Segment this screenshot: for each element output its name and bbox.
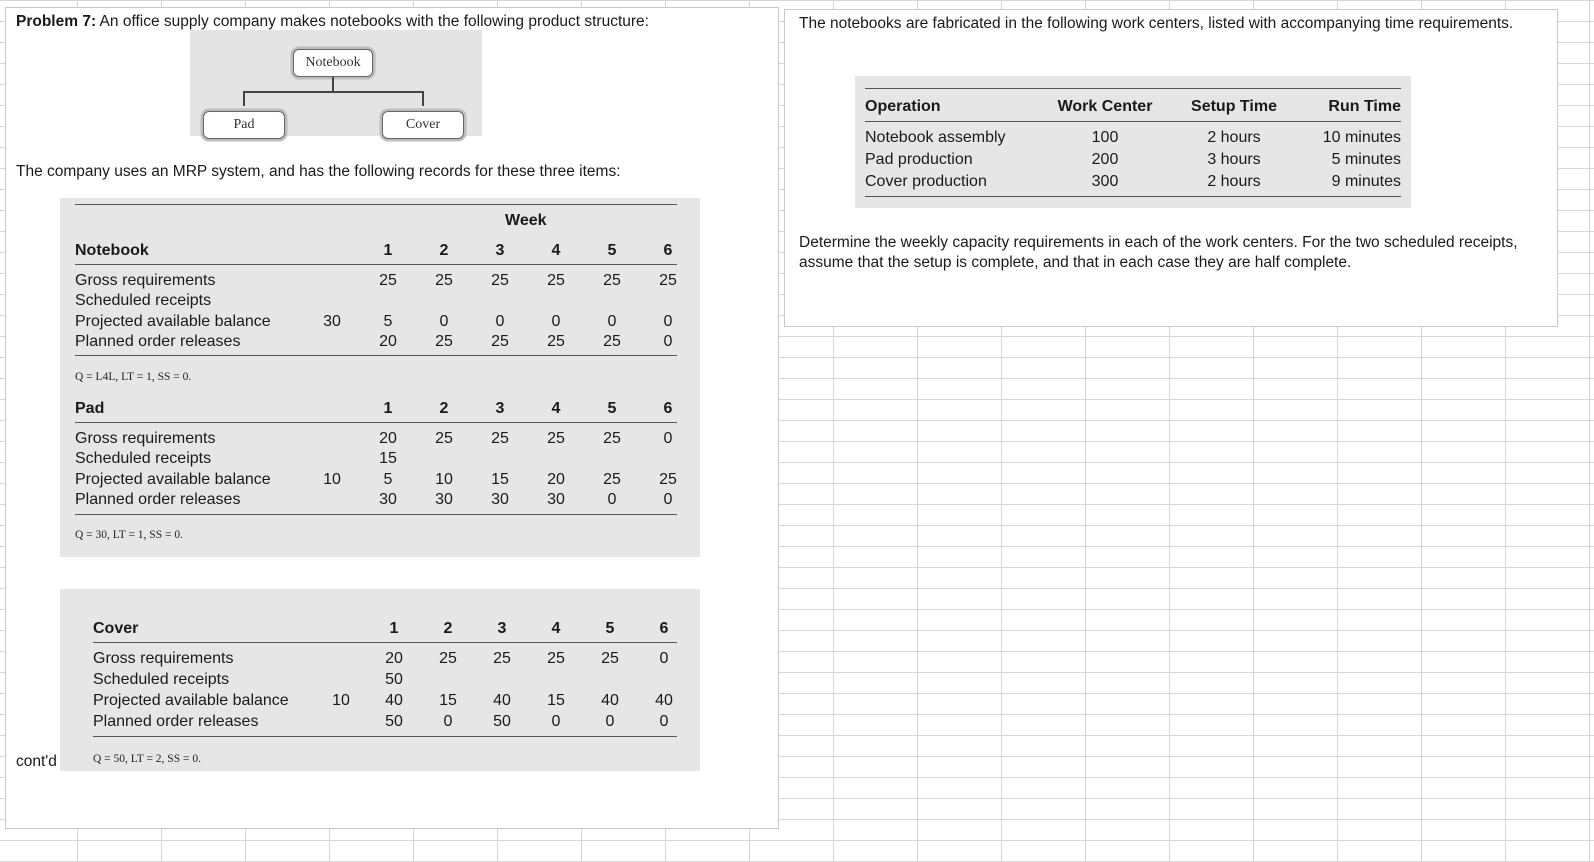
row-label-gross: Gross requirements (75, 272, 216, 289)
table-cell: 40 (385, 692, 403, 709)
col-header-work-center: Work Center (1057, 98, 1153, 115)
table-cell: 25 (547, 333, 565, 350)
tree-node-cover: Cover (382, 111, 464, 139)
table-rule (865, 196, 1401, 197)
week-header: Week (505, 212, 547, 229)
table-cell: 15 (439, 692, 457, 709)
week-number: 1 (383, 242, 393, 259)
table-cell: 25 (659, 272, 677, 289)
mrp-table-cover (60, 589, 700, 771)
table-rule (93, 736, 677, 737)
table-cell: 40 (655, 692, 673, 709)
row-label-por: Planned order releases (75, 491, 241, 508)
row-label-gross: Gross requirements (93, 650, 234, 667)
week-number: 2 (439, 242, 449, 259)
table-cell: 10 (435, 471, 453, 488)
col-header-run-time: Run Time (1328, 98, 1401, 115)
table-cell: 300 (1091, 173, 1119, 190)
table-cell: 40 (493, 692, 511, 709)
table-cell: Cover production (865, 173, 987, 190)
table-cell: 0 (659, 650, 669, 667)
tree-connector (243, 91, 245, 106)
week-number: 2 (439, 400, 449, 417)
table-cell: 0 (663, 430, 673, 447)
table-cell: 25 (491, 333, 509, 350)
col-header-operation: Operation (865, 98, 941, 115)
table-cell: 0 (605, 713, 615, 730)
table-cell: 25 (547, 272, 565, 289)
table-cell: 25 (435, 272, 453, 289)
problem-statement (16, 12, 649, 32)
table-cell: 0 (663, 333, 673, 350)
cover-params: Q = 50, LT = 2, SS = 0. (93, 753, 201, 765)
table-cell: 25 (491, 272, 509, 289)
table-cell: 25 (379, 272, 397, 289)
product-structure-diagram (190, 30, 482, 136)
table-cell: 0 (495, 313, 505, 330)
table-cell: 0 (607, 313, 617, 330)
row-label-scheduled: Scheduled receipts (93, 671, 230, 688)
mrp-intro: The company uses an MRP system, and has the following records for these three items: (16, 163, 621, 180)
table-cell: 5 (383, 313, 393, 330)
table-cell: 5 (383, 471, 393, 488)
table-cell: Notebook assembly (865, 129, 1006, 146)
row-label-pab: Projected available balance (93, 692, 289, 709)
table-cell: 25 (491, 430, 509, 447)
week-number: 3 (495, 242, 505, 259)
table-rule (75, 422, 677, 423)
table-cell: 25 (493, 650, 511, 667)
row-label-pab: Projected available balance (75, 471, 271, 488)
table-cell: 5 minutes (1331, 151, 1401, 168)
table-cell: 0 (551, 313, 561, 330)
week-number: 4 (551, 400, 561, 417)
table-rule (75, 514, 677, 515)
table-cell: 2 hours (1207, 173, 1261, 190)
week-number: 2 (443, 620, 453, 637)
table-cell: 25 (603, 471, 621, 488)
tree-node-pad: Pad (203, 111, 285, 139)
table-cell: 0 (607, 491, 617, 508)
tree-connector (332, 77, 334, 92)
table-cell: 25 (603, 272, 621, 289)
table-cell: 25 (659, 471, 677, 488)
table-cell: 20 (385, 650, 403, 667)
table-cell: 2 hours (1207, 129, 1261, 146)
week-number: 1 (383, 400, 393, 417)
table-cell: 0 (663, 313, 673, 330)
table-cell: 0 (551, 713, 561, 730)
table-cell: 25 (547, 430, 565, 447)
table-cell: 25 (603, 430, 621, 447)
week-number: 1 (389, 620, 399, 637)
row-label-scheduled: Scheduled receipts (75, 292, 212, 309)
problem-label: Problem 7: (16, 13, 97, 30)
week-number: 5 (607, 242, 617, 259)
table-cell: 15 (379, 450, 397, 467)
item-name-cover: Cover (93, 620, 139, 637)
tree-connector (422, 91, 424, 106)
table-rule (865, 121, 1401, 122)
tree-connector (243, 91, 423, 93)
table-cell: 15 (491, 471, 509, 488)
table-cell: 30 (547, 491, 565, 508)
table-cell: 20 (379, 333, 397, 350)
contd-label: cont'd (16, 753, 57, 770)
week-number: 3 (495, 400, 505, 417)
table-cell: 25 (435, 430, 453, 447)
row-label-por: Planned order releases (93, 713, 259, 730)
week-number: 5 (605, 620, 615, 637)
row-label-pab: Projected available balance (75, 313, 271, 330)
on-hand-value: 30 (323, 313, 341, 330)
table-cell: 0 (663, 491, 673, 508)
table-cell: 0 (659, 713, 669, 730)
week-number: 4 (551, 242, 561, 259)
item-name-notebook: Notebook (75, 242, 149, 259)
table-cell: 20 (547, 471, 565, 488)
table-cell: 100 (1091, 129, 1119, 146)
week-number: 4 (551, 620, 561, 637)
table-cell: 10 minutes (1322, 129, 1401, 146)
table-cell: 25 (601, 650, 619, 667)
week-number: 6 (663, 242, 673, 259)
table-cell: 15 (547, 692, 565, 709)
table-cell: 30 (379, 491, 397, 508)
tree-node-notebook: Notebook (293, 49, 373, 77)
on-hand-value: 10 (332, 692, 350, 709)
week-number: 5 (607, 400, 617, 417)
pad-params: Q = 30, LT = 1, SS = 0. (75, 529, 183, 541)
table-rule (75, 355, 677, 356)
table-cell: 25 (547, 650, 565, 667)
table-cell: 30 (435, 491, 453, 508)
work-center-intro: The notebooks are fabricated in the following work centers, listed with accompanying time requirements. (799, 15, 1514, 32)
table-rule (865, 88, 1401, 89)
row-label-por: Planned order releases (75, 333, 241, 350)
table-cell: 50 (385, 671, 403, 688)
mrp-table-notebook-pad (60, 198, 700, 557)
table-cell: 30 (491, 491, 509, 508)
week-number: 6 (663, 400, 673, 417)
table-cell: 50 (385, 713, 403, 730)
table-rule (75, 204, 677, 205)
problem-intro: An office supply company makes notebooks with the following product structure: (96, 13, 649, 30)
table-cell: 9 minutes (1331, 173, 1401, 190)
table-rule (75, 264, 677, 265)
week-number: 3 (497, 620, 507, 637)
table-cell: 25 (439, 650, 457, 667)
table-cell: Pad production (865, 151, 973, 168)
work-center-table (855, 76, 1411, 208)
table-cell: 200 (1091, 151, 1119, 168)
table-cell: 0 (439, 313, 449, 330)
table-cell: 20 (379, 430, 397, 447)
notebook-params: Q = L4L, LT = 1, SS = 0. (75, 371, 192, 383)
table-cell: 25 (603, 333, 621, 350)
table-cell: 0 (443, 713, 453, 730)
table-cell: 40 (601, 692, 619, 709)
table-rule (93, 642, 677, 643)
week-number: 6 (659, 620, 669, 637)
row-label-gross: Gross requirements (75, 430, 216, 447)
row-label-scheduled: Scheduled receipts (75, 450, 212, 467)
on-hand-value: 10 (323, 471, 341, 488)
item-name-pad: Pad (75, 400, 105, 417)
table-cell: 50 (493, 713, 511, 730)
col-header-setup-time: Setup Time (1191, 98, 1277, 115)
task-statement: Determine the weekly capacity requirements in each of the work centers. For the two scheduled receipts, assume that the setup is complete, and that in each case they are half complete. (799, 234, 1518, 271)
table-cell: 25 (435, 333, 453, 350)
table-cell: 3 hours (1207, 151, 1261, 168)
